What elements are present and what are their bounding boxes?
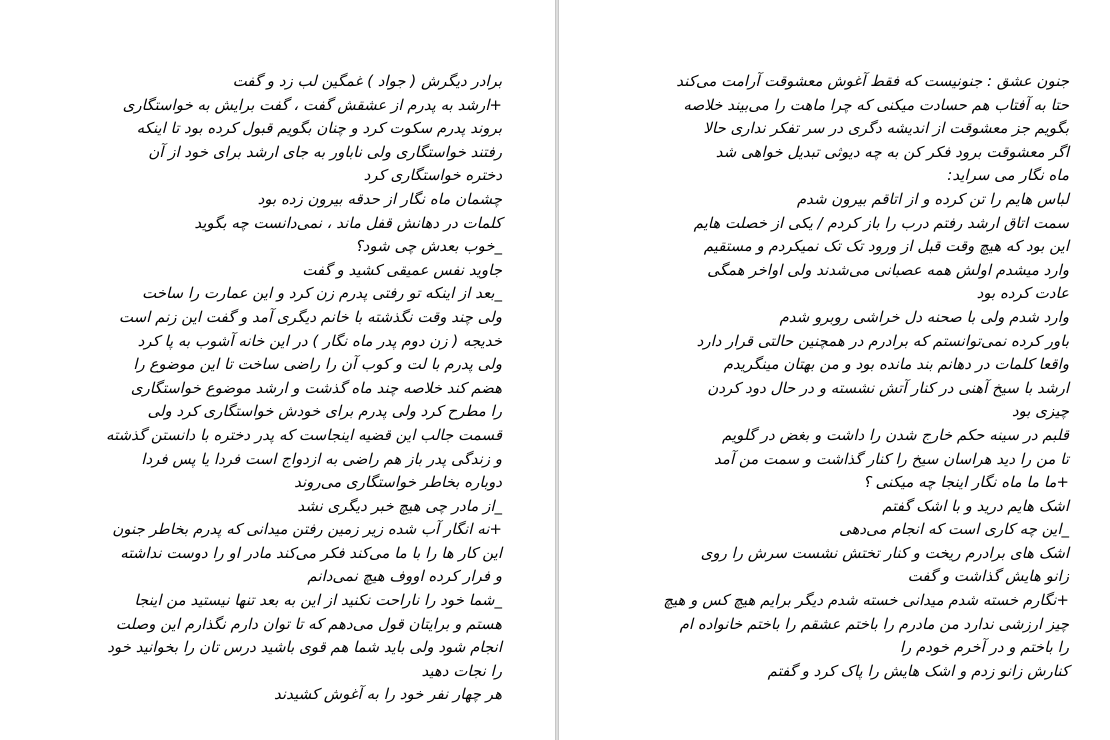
text-line: این کار ها را با ما می‌کند فکر می‌کند مادر او را دوست نداشته: [120, 543, 502, 562]
text-line: +نه انگار آب شده زیر زمین رفتن میدانی که پدرم بخاطر جنون: [112, 520, 502, 539]
text-line: ولی پدرم با لت و کوب آن را راضی ساخت تا این موضوع را: [133, 355, 502, 374]
text-line: جاوید نفس عمیقی کشید و گفت: [302, 260, 502, 279]
text-line: و زندگی پدر باز هم راضی به ازدواج است فردا یا پس فردا: [141, 449, 502, 468]
text-line: چیزی بود: [1011, 402, 1069, 421]
text-line: وارد میشدم اولش همه عصبانی می‌شدند ولی اواخر همگی: [707, 260, 1069, 279]
text-line: دختره خواستگاری کرد: [363, 166, 502, 185]
text-line: این بود که هیچ وقت قبل از ورود تک تک نمیکردم و مستقیم: [703, 237, 1069, 256]
text-line: باور کرده نمی‌توانستم که برادرم در همچنین حالتی قرار دارد: [696, 331, 1069, 350]
right-page-text: [629, 70, 1069, 683]
text-line: چشمان ماه نگار از حدقه بیرون زده بود: [257, 189, 502, 208]
text-line: تا من را دید هراسان سیخ را کنار گذاشت و سمت من آمد: [714, 449, 1069, 468]
text-line: بگویم جز معشوقت از اندیشه دگری در سر تفکر نداری حالا: [703, 119, 1069, 138]
text-line: عادت کرده بود: [976, 284, 1069, 303]
right-page: [559, 0, 1110, 740]
text-line: جنون عشق : جنونیست که فقط آغوش معشوقت آرامت می‌کند: [676, 72, 1069, 90]
text-line: برادر دیگرش ( جواد ) غمگین لب زد و گفت: [232, 72, 502, 90]
text-line: کلمات در دهانش قفل ماند ، نمی‌دانست چه بگوید: [194, 213, 502, 232]
text-line: ماه نگار می سراید:: [947, 166, 1069, 185]
text-line: هستم و برایتان قول می‌دهم که تا توان دارم نگذارم این وصلت: [115, 614, 502, 633]
text-line: رفتند خواستگاری ولی ناباور به جای ارشد برای خود از آن: [148, 142, 502, 161]
text-line: قسمت جالب این قضیه اینجاست که پدر دختره با دانستن گذشته: [105, 425, 502, 444]
text-line: اشک هایم درید و با اشک گفتم: [882, 496, 1069, 515]
text-line: +ما ما ماه نگار اینجا چه میکنی ؟: [862, 473, 1069, 492]
text-line: _این چه کاری است که انجام می‌دهی: [838, 520, 1069, 539]
text-line: قلبم در سینه حکم خارج شدن را داشت و بغض در گلویم: [722, 425, 1069, 444]
text-line: هر چهار نفر خود را به آغوش کشیدند: [274, 685, 502, 704]
text-line: +ارشد به پدرم از عشقش گفت ، گفت برایش به خواستگاری: [122, 95, 502, 114]
text-line: کنارش زانو زدم و اشک هایش را پاک کرد و گفتم: [767, 661, 1069, 680]
text-line: انجام شود ولی باید شما هم قوی باشید درس تان را بخوانید خود: [107, 638, 502, 657]
text-line: _بعد از اینکه تو رفتی پدرم زن کرد و این عمارت را ساخت: [141, 284, 502, 303]
text-line: هضم کند خلاصه چند ماه گذشت و ارشد موضوع خواستگاری: [130, 378, 502, 397]
text-line: بروند پدرم سکوت کرد و چنان بگویم قبول کرده بود تا اینکه: [136, 119, 502, 138]
text-line: اگر معشوقت برود فکر کن به چه دیوثی تبدیل خواهی شد: [715, 142, 1069, 161]
text-line: زانو هایش گذاشت و گفت: [907, 567, 1069, 586]
text-line: ولی چند وقت نگذشته با خانم دیگری آمد و گفت این زنم است: [118, 307, 502, 326]
text-line: _از مادر چی هیچ خبر دیگری نشد: [297, 496, 502, 515]
text-line: خدیجه ( زن دوم پدر ماه نگار ) در این خانه آشوب به پا کرد: [137, 331, 502, 350]
text-line: _خوب بعدش چی شود؟: [354, 237, 502, 256]
text-line: واقعا کلمات در دهانم بند مانده بود و من بهتان مینگریدم: [723, 355, 1069, 374]
text-line: سمت اتاق ارشد رفتم درب را باز کردم / یکی از خصلت هایم: [693, 213, 1069, 232]
text-line: را مطرح کرد ولی پدرم برای خودش خواستگاری کرد ولی: [147, 402, 502, 421]
text-line: و فرار کرده اووف هیچ نمی‌دانم: [307, 567, 502, 586]
text-line: را باختم و در آخرم خودم را: [899, 638, 1069, 657]
text-line: _شما خود را ناراحت نکنید از این به بعد تنها نیستید من اینجا: [134, 591, 502, 610]
text-line: را نجات دهید: [421, 661, 502, 680]
text-line: لباس هایم را تن کرده و از اتاقم بیرون شدم: [796, 189, 1069, 208]
text-line: چیز ارزشی ندارد من مادرم را باختم عشقم را باختم خانواده ام: [679, 614, 1069, 633]
left-page-text: [62, 70, 502, 707]
text-line: ارشد با سیخ آهنی در کنار آتش نشسته و در حال دود کردن: [707, 378, 1069, 397]
text-line: اشک های برادرم ریخت و کنار تختش نشست سرش را روی: [700, 543, 1069, 562]
text-line: وارد شدم ولی با صحنه دل خراشی روبرو شدم: [779, 307, 1069, 326]
text-line: حتا به آفتاب هم حسادت میکنی که چرا ماهت را می‌بیند خلاصه: [683, 95, 1069, 114]
text-line: +نگارم خسته شدم میدانی خسته شدم دیگر برایم هیچ کس و هیچ: [663, 591, 1069, 610]
text-line: دوباره بخاطر خواستگاری می‌روند: [294, 473, 502, 492]
